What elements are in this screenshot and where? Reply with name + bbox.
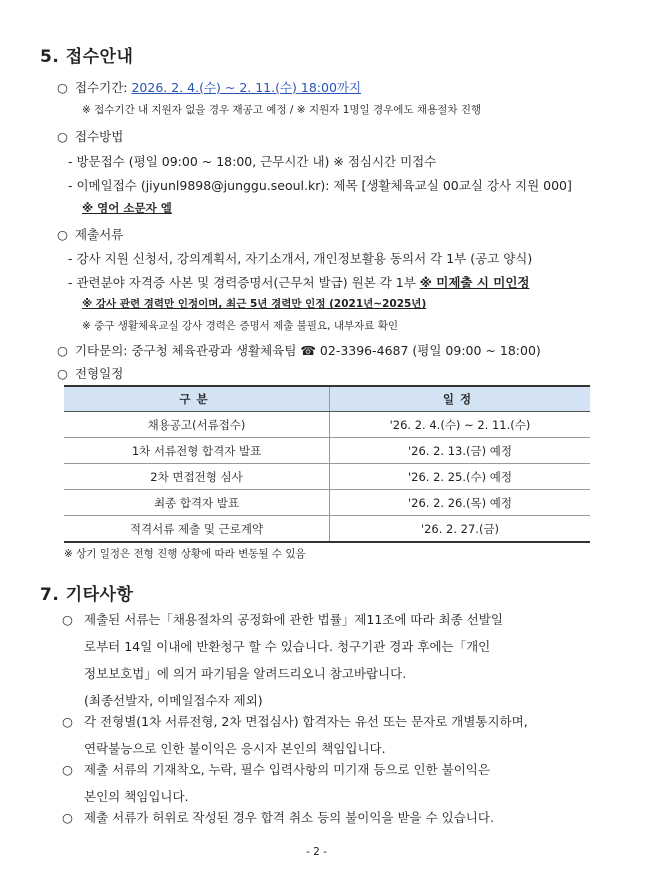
bullet: ○ — [57, 366, 68, 381]
documents-item-2-main: - 관련분야 자격증 사본 및 경력증명서(근무처 발급) 원본 각 1부 — [68, 275, 420, 290]
bullet: ○ — [62, 810, 73, 825]
page-number: - 2 - — [306, 846, 327, 858]
table-cell: '26. 2. 26.(목) 예정 — [330, 490, 591, 516]
section-5-title: 5. 접수안내 — [40, 47, 134, 67]
section-7-title: 7. 기타사항 — [40, 585, 134, 605]
documents-item-1: - 강사 지원 신청서, 강의계획서, 자기소개서, 개인정보활용 동의서 각 1부 (공고 양식) — [68, 251, 533, 266]
list-item-line: 본인의 책임입니다. — [84, 789, 189, 804]
list-item — [84, 804, 604, 831]
table-header-date: 일정 — [330, 386, 591, 412]
table-cell: 적격서류 제출 및 근로계약 — [64, 516, 330, 543]
bullet: ○ — [57, 227, 68, 242]
method-row — [57, 127, 123, 145]
inquiry-row — [57, 341, 541, 359]
table-cell: 최종 합격자 발표 — [64, 490, 330, 516]
method-visit: - 방문접수 (평일 09:00 ~ 18:00, 근무시간 내) ※ 점심시간 미접수 — [68, 154, 437, 169]
period-note: ※ 접수기간 내 지원자 없을 경우 재공고 예정 / ※ 지원자 1명일 경우에도 채용절차 진행 — [82, 104, 482, 116]
table-row — [64, 516, 590, 543]
table-header-category: 구분 — [64, 386, 330, 412]
list-item-line: 각 전형별(1차 서류전형, 2차 면접심사) 합격자는 유선 또는 문자로 개별통지하며, — [84, 714, 528, 729]
bullet: ○ — [62, 762, 73, 777]
table-cell: '26. 2. 25.(수) 예정 — [330, 464, 591, 490]
table-row — [64, 438, 590, 464]
table-row — [64, 490, 590, 516]
bullet: ○ — [62, 714, 73, 729]
list-item-line: 제출 서류의 기재착오, 누락, 필수 입력사항의 미기재 등으로 인한 불이익은 — [84, 762, 490, 777]
list-item — [84, 708, 604, 762]
table-row — [64, 412, 590, 438]
documents-item-2-emph: ※ 미제출 시 미인정 — [419, 275, 530, 290]
documents-note-1: ※ 강사 관련 경력만 인정이며, 최근 5년 경력만 인정 (2021년~2025년) — [82, 298, 427, 310]
list-item — [84, 756, 604, 810]
bullet: ○ — [57, 129, 68, 144]
period-label: 접수기간: — [74, 80, 132, 95]
period-row — [57, 78, 361, 96]
method-email: - 이메일접수 (jiyunl9898@junggu.seoul.kr): 제목 [생활체육교실 00교실 강사 지원 000] — [68, 178, 572, 193]
table-cell: '26. 2. 27.(금) — [330, 516, 591, 543]
schedule-row — [57, 364, 123, 382]
inquiry-text: 기타문의: 중구청 체육관광과 생활체육팀 ☎ 02-3396-4687 (평일 09:00 ~ 18:00) — [74, 343, 541, 358]
method-label: 접수방법 — [74, 129, 124, 144]
bullet: ○ — [62, 612, 73, 627]
list-item-line: 제출 서류가 허위로 작성된 경우 합격 취소 등의 불이익을 받을 수 있습니다. — [84, 810, 494, 825]
list-item-line: 제출된 서류는「채용절차의 공정화에 관한 법률」제11조에 따라 최종 선발일 — [84, 612, 503, 627]
list-item-line: 정보보호법」에 의거 파기됨을 알려드리오니 참고바랍니다. — [84, 666, 407, 681]
documents-note-2: ※ 중구 생활체육교실 강사 경력은 증명서 제출 불필요, 내부자료 확인 — [82, 320, 399, 332]
table-cell: '26. 2. 13.(금) 예정 — [330, 438, 591, 464]
table-cell: 2차 면접전형 심사 — [64, 464, 330, 490]
documents-item-2 — [68, 273, 530, 291]
schedule-label: 전형일정 — [74, 366, 124, 381]
schedule-table — [64, 385, 590, 543]
list-item-line: 연락불능으로 인한 불이익은 응시자 본인의 책임입니다. — [84, 741, 386, 756]
bullet: ○ — [57, 80, 68, 95]
documents-label: 제출서류 — [74, 227, 124, 242]
method-email-note: ※ 영어 소문자 엘 — [82, 201, 172, 215]
table-cell: '26. 2. 4.(수) ~ 2. 11.(수) — [330, 412, 591, 438]
documents-row — [57, 225, 123, 243]
table-header-row — [64, 386, 590, 412]
list-item-line: 로부터 14일 이내에 반환청구 할 수 있습니다. 청구기관 경과 후에는「개인 — [84, 639, 491, 654]
list-item-line: (최종선발자, 이메일접수자 제외) — [84, 693, 263, 708]
bullet: ○ — [57, 343, 68, 358]
list-item — [84, 606, 604, 714]
table-row — [64, 464, 590, 490]
table-cell: 채용공고(서류접수) — [64, 412, 330, 438]
table-cell: 1차 서류전형 합격자 발표 — [64, 438, 330, 464]
schedule-footnote: ※ 상기 일정은 전형 진행 상황에 따라 변동될 수 있음 — [64, 548, 306, 560]
period-value: 2026. 2. 4.(수) ~ 2. 11.(수) 18:00까지 — [131, 80, 362, 95]
